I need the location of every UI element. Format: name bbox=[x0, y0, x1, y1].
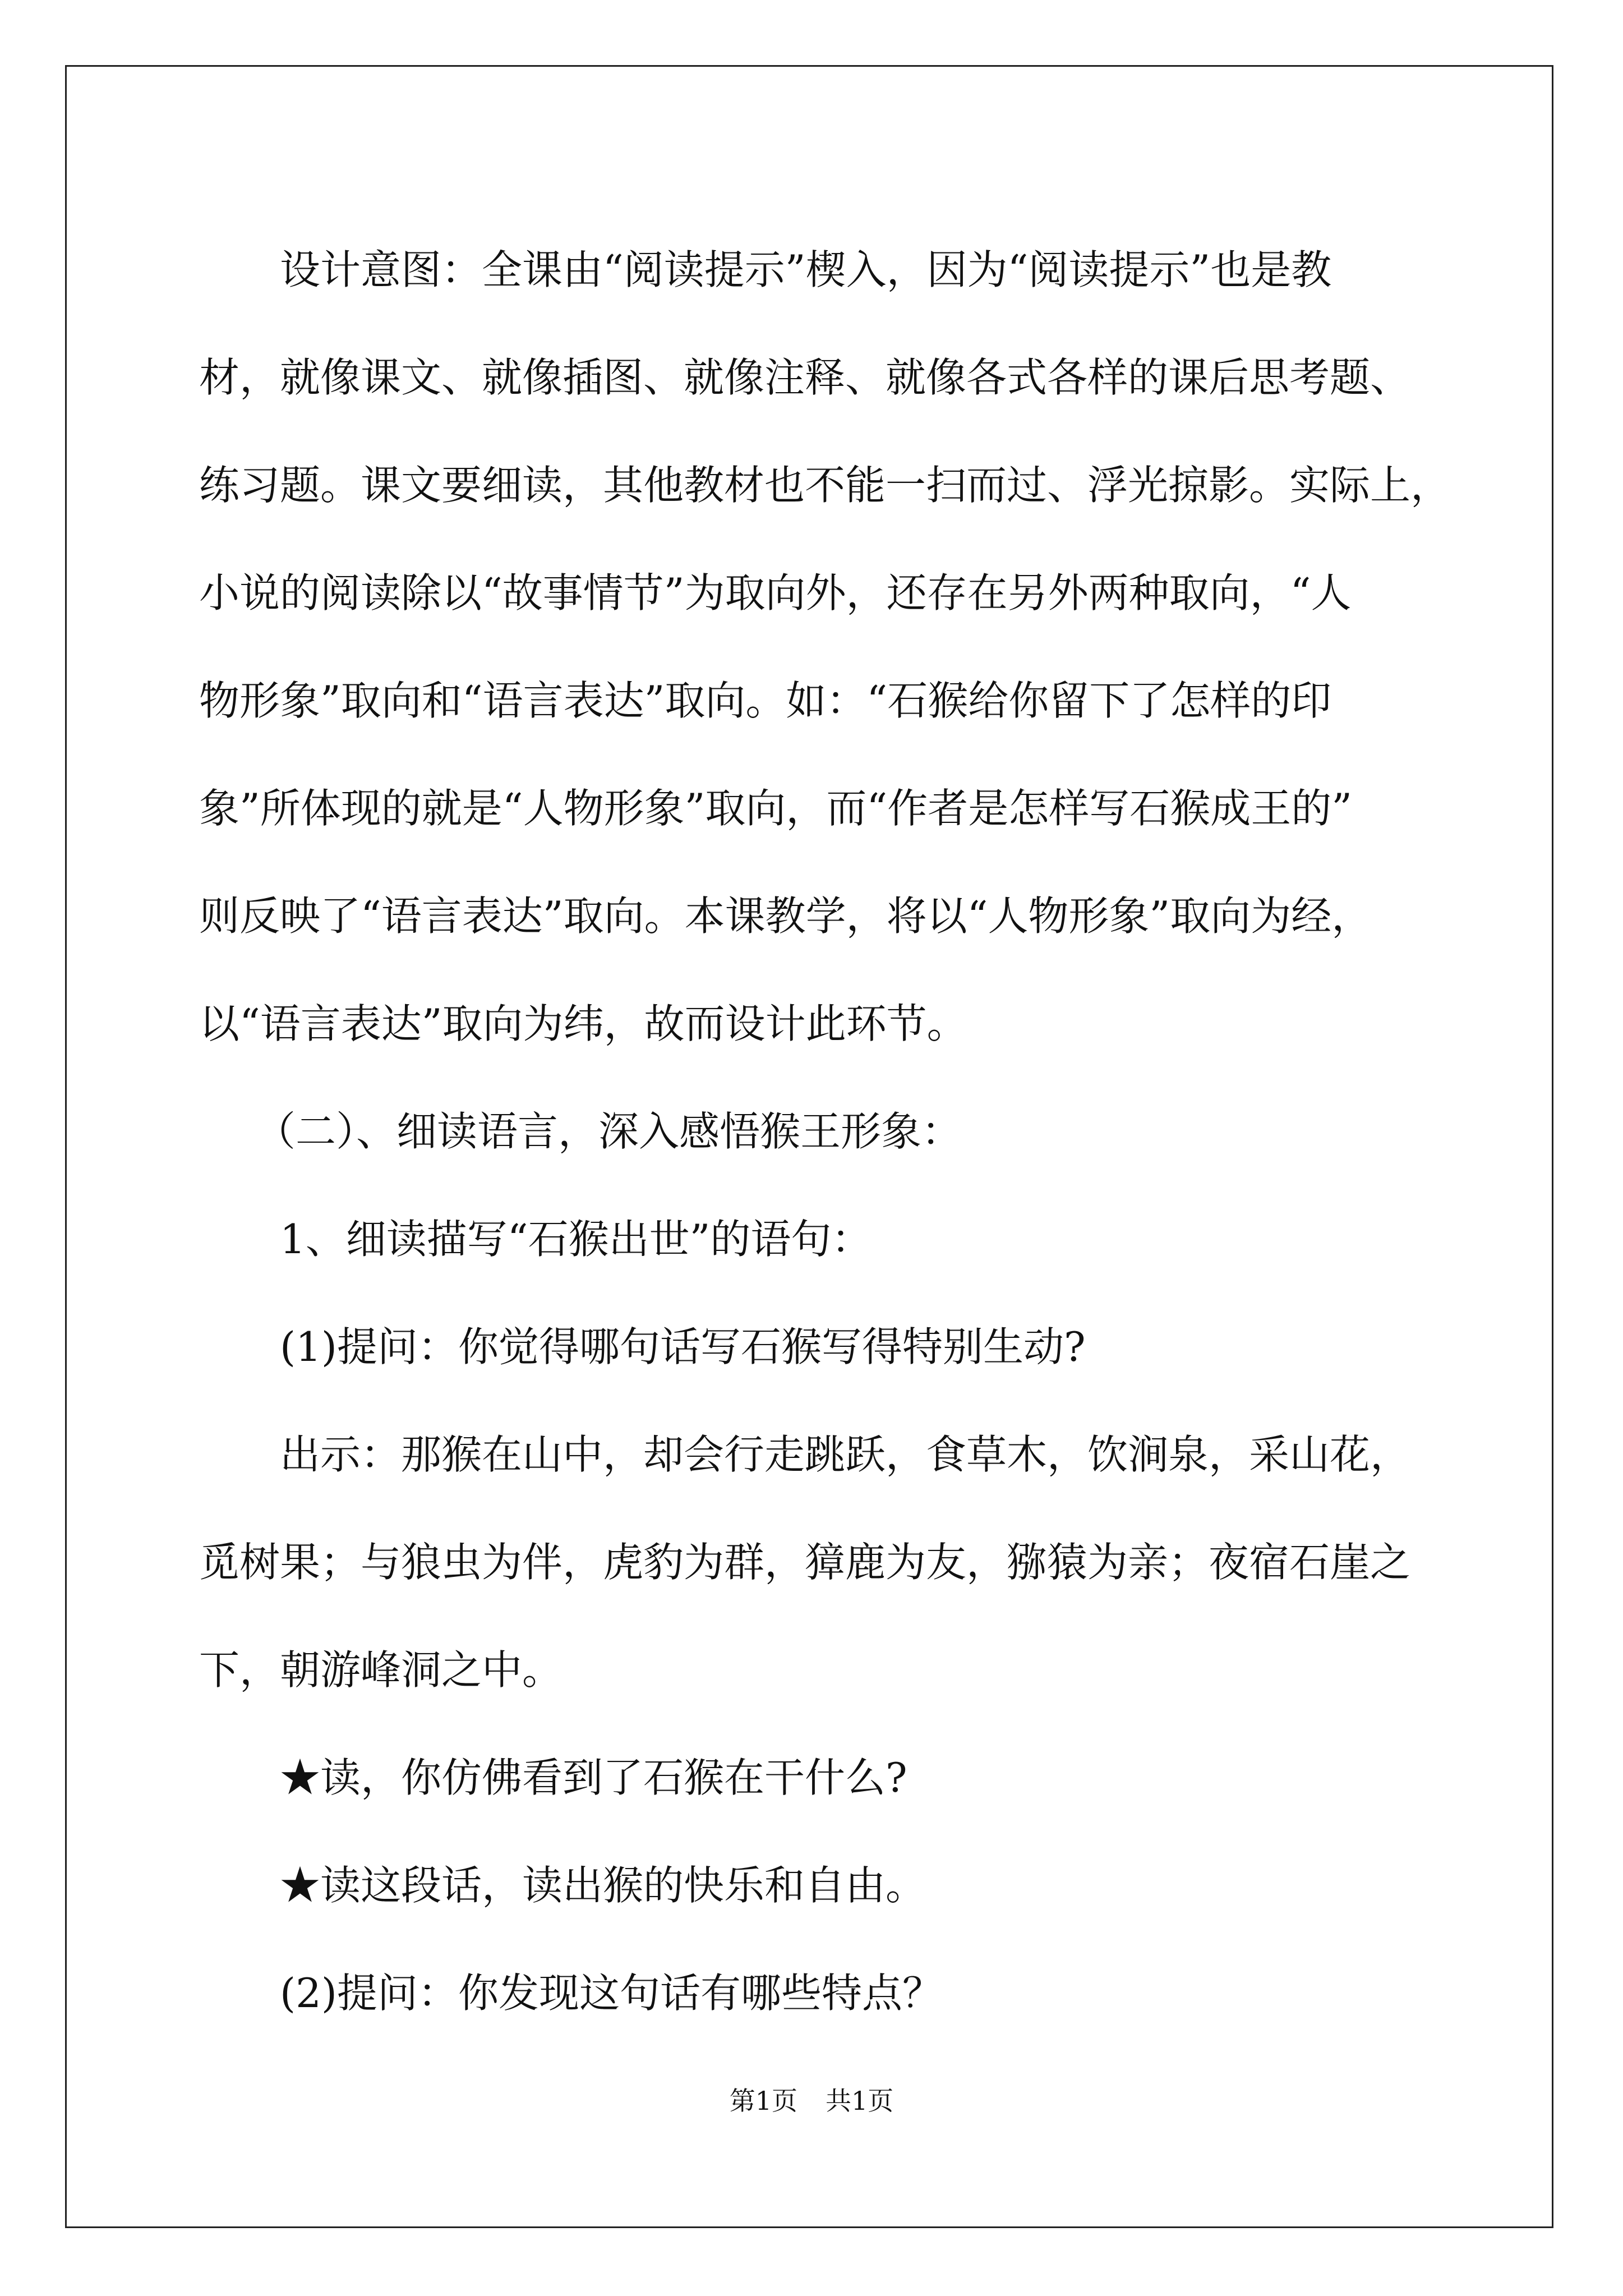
text-line: 设计意图：全课由“阅读提示”楔入，因为“阅读提示”也是教 bbox=[280, 246, 1332, 293]
text-line: (2)提问：你发现这句话有哪些特点？ bbox=[280, 1970, 943, 2017]
section-heading: （二）、细读语言，深入感悟猴王形象： bbox=[255, 1108, 962, 1155]
page-number-current: 第1页 bbox=[729, 2086, 797, 2116]
subsection-heading: 1、细读描写“石猴出世”的语句： bbox=[280, 1216, 872, 1263]
text-line: 则反映了“语言表达”取向。本课教学，将以“人物形象”取向为经， bbox=[199, 892, 1372, 940]
document-body bbox=[199, 216, 1451, 2047]
text-line: 下，朝游峰洞之中。 bbox=[199, 1646, 563, 1694]
text-line: 小说的阅读除以“故事情节”为取向外，还存在另外两种取向，“人 bbox=[199, 569, 1352, 616]
text-line: 觅树果；与狼虫为伴，虎豹为群，獐鹿为友，猕猿为亲；夜宿石崖之 bbox=[199, 1539, 1411, 1586]
text-line: 练习题。课文要细读，其他教材也不能一扫而过、浮光掠影。实际上， bbox=[199, 462, 1451, 509]
page-number-total: 共1页 bbox=[826, 2086, 894, 2116]
text-line: 出示：那猴在山中，却会行走跳跃，食草木，饮涧泉，采山花， bbox=[280, 1431, 1411, 1478]
text-line: 材，就像课文、就像插图、就像注释、就像各式各样的课后思考题、 bbox=[199, 354, 1411, 401]
text-line: (1)提问：你觉得哪句话写石猴写得特别生动? bbox=[280, 1323, 1086, 1370]
text-line: 物形象”取向和“语言表达”取向。如：“石猴给你留下了怎样的印 bbox=[199, 677, 1332, 724]
text-line: ★读这段话，读出猴的快乐和自由。 bbox=[280, 1862, 926, 1909]
text-line: 以“语言表达”取向为纬，故而设计此环节。 bbox=[199, 1000, 967, 1047]
text-line: 象”所体现的就是“人物形象”取向，而“作者是怎样写石猴成王的” bbox=[199, 785, 1353, 832]
page-footer bbox=[0, 2084, 1623, 2118]
text-line: ★读，你仿佛看到了石猴在干什么? bbox=[280, 1754, 907, 1801]
